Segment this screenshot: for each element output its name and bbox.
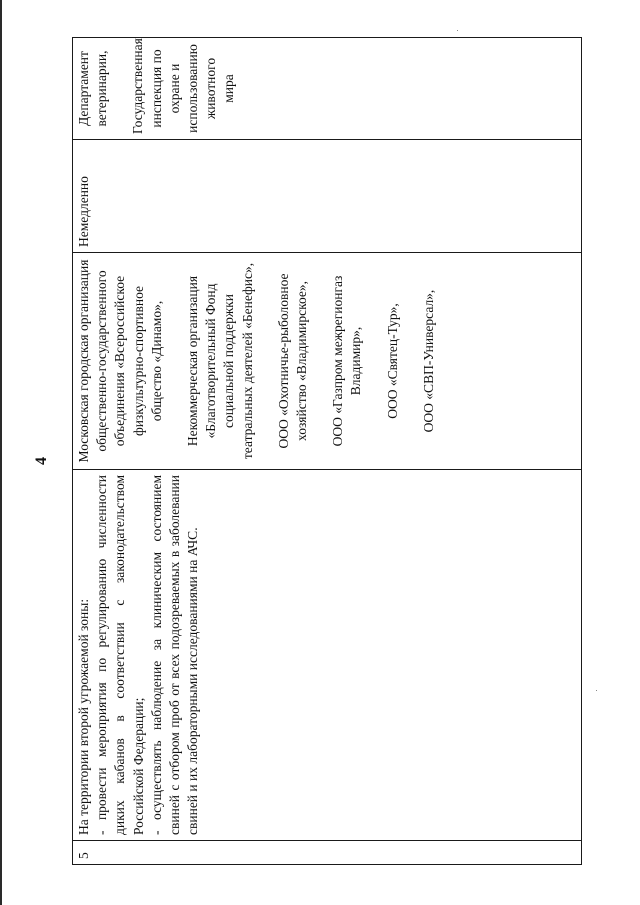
- term-cell: [73, 140, 582, 253]
- page-number: 4: [33, 457, 50, 465]
- action-heading: На территории второй угрожаемой зоны:: [76, 598, 91, 835]
- action-item: - осуществлять наблюдение за клиническим состоянием свиней с отбором проб от всех подозреваемых в заболевании свиней и их лабораторными исследованиями на АЧС.: [148, 475, 201, 835]
- organization-item: Некоммерческая организация «Благотворительный Фонд социальной поддержки театральных деятелей «Бенефис»,: [185, 262, 255, 460]
- row-number: 5: [76, 852, 91, 859]
- organization-item: ООО «СВП-Универсал»,: [420, 289, 436, 433]
- term-text: Немедленно: [76, 176, 91, 247]
- action-cell: [73, 470, 582, 841]
- rotated-page-content: [72, 38, 582, 865]
- organization-item: ООО «Святец-Тур»,: [384, 303, 400, 419]
- departments-cell: [73, 38, 582, 140]
- measures-table: [72, 37, 582, 865]
- department-item: Департамент ветеринарии,: [76, 50, 110, 127]
- scan-speck: [596, 690, 597, 691]
- organizations-cell: [73, 253, 582, 470]
- department-item: Государственная инспекция по охране и использованию животного мира: [130, 38, 237, 134]
- organization-item: ООО «Газпром межрегионгаз Владимир»,: [330, 275, 364, 447]
- organization-item: ООО «Охотничье-рыболовное хозяйство «Владимирское»,: [275, 273, 310, 449]
- scan-speck: [457, 30, 458, 31]
- action-item: - провести мероприятия по регулированию численности диких кабанов в соответствии с законодательством Российской Федерации;: [94, 475, 146, 835]
- row-number-cell: [73, 841, 582, 865]
- organization-item: Московская городская организация общественно-государственного объединения «Всероссийское физкультурно-спортивное общество «Динамо»,: [76, 259, 164, 463]
- scan-edge: [0, 0, 2, 905]
- table-row: [73, 38, 582, 865]
